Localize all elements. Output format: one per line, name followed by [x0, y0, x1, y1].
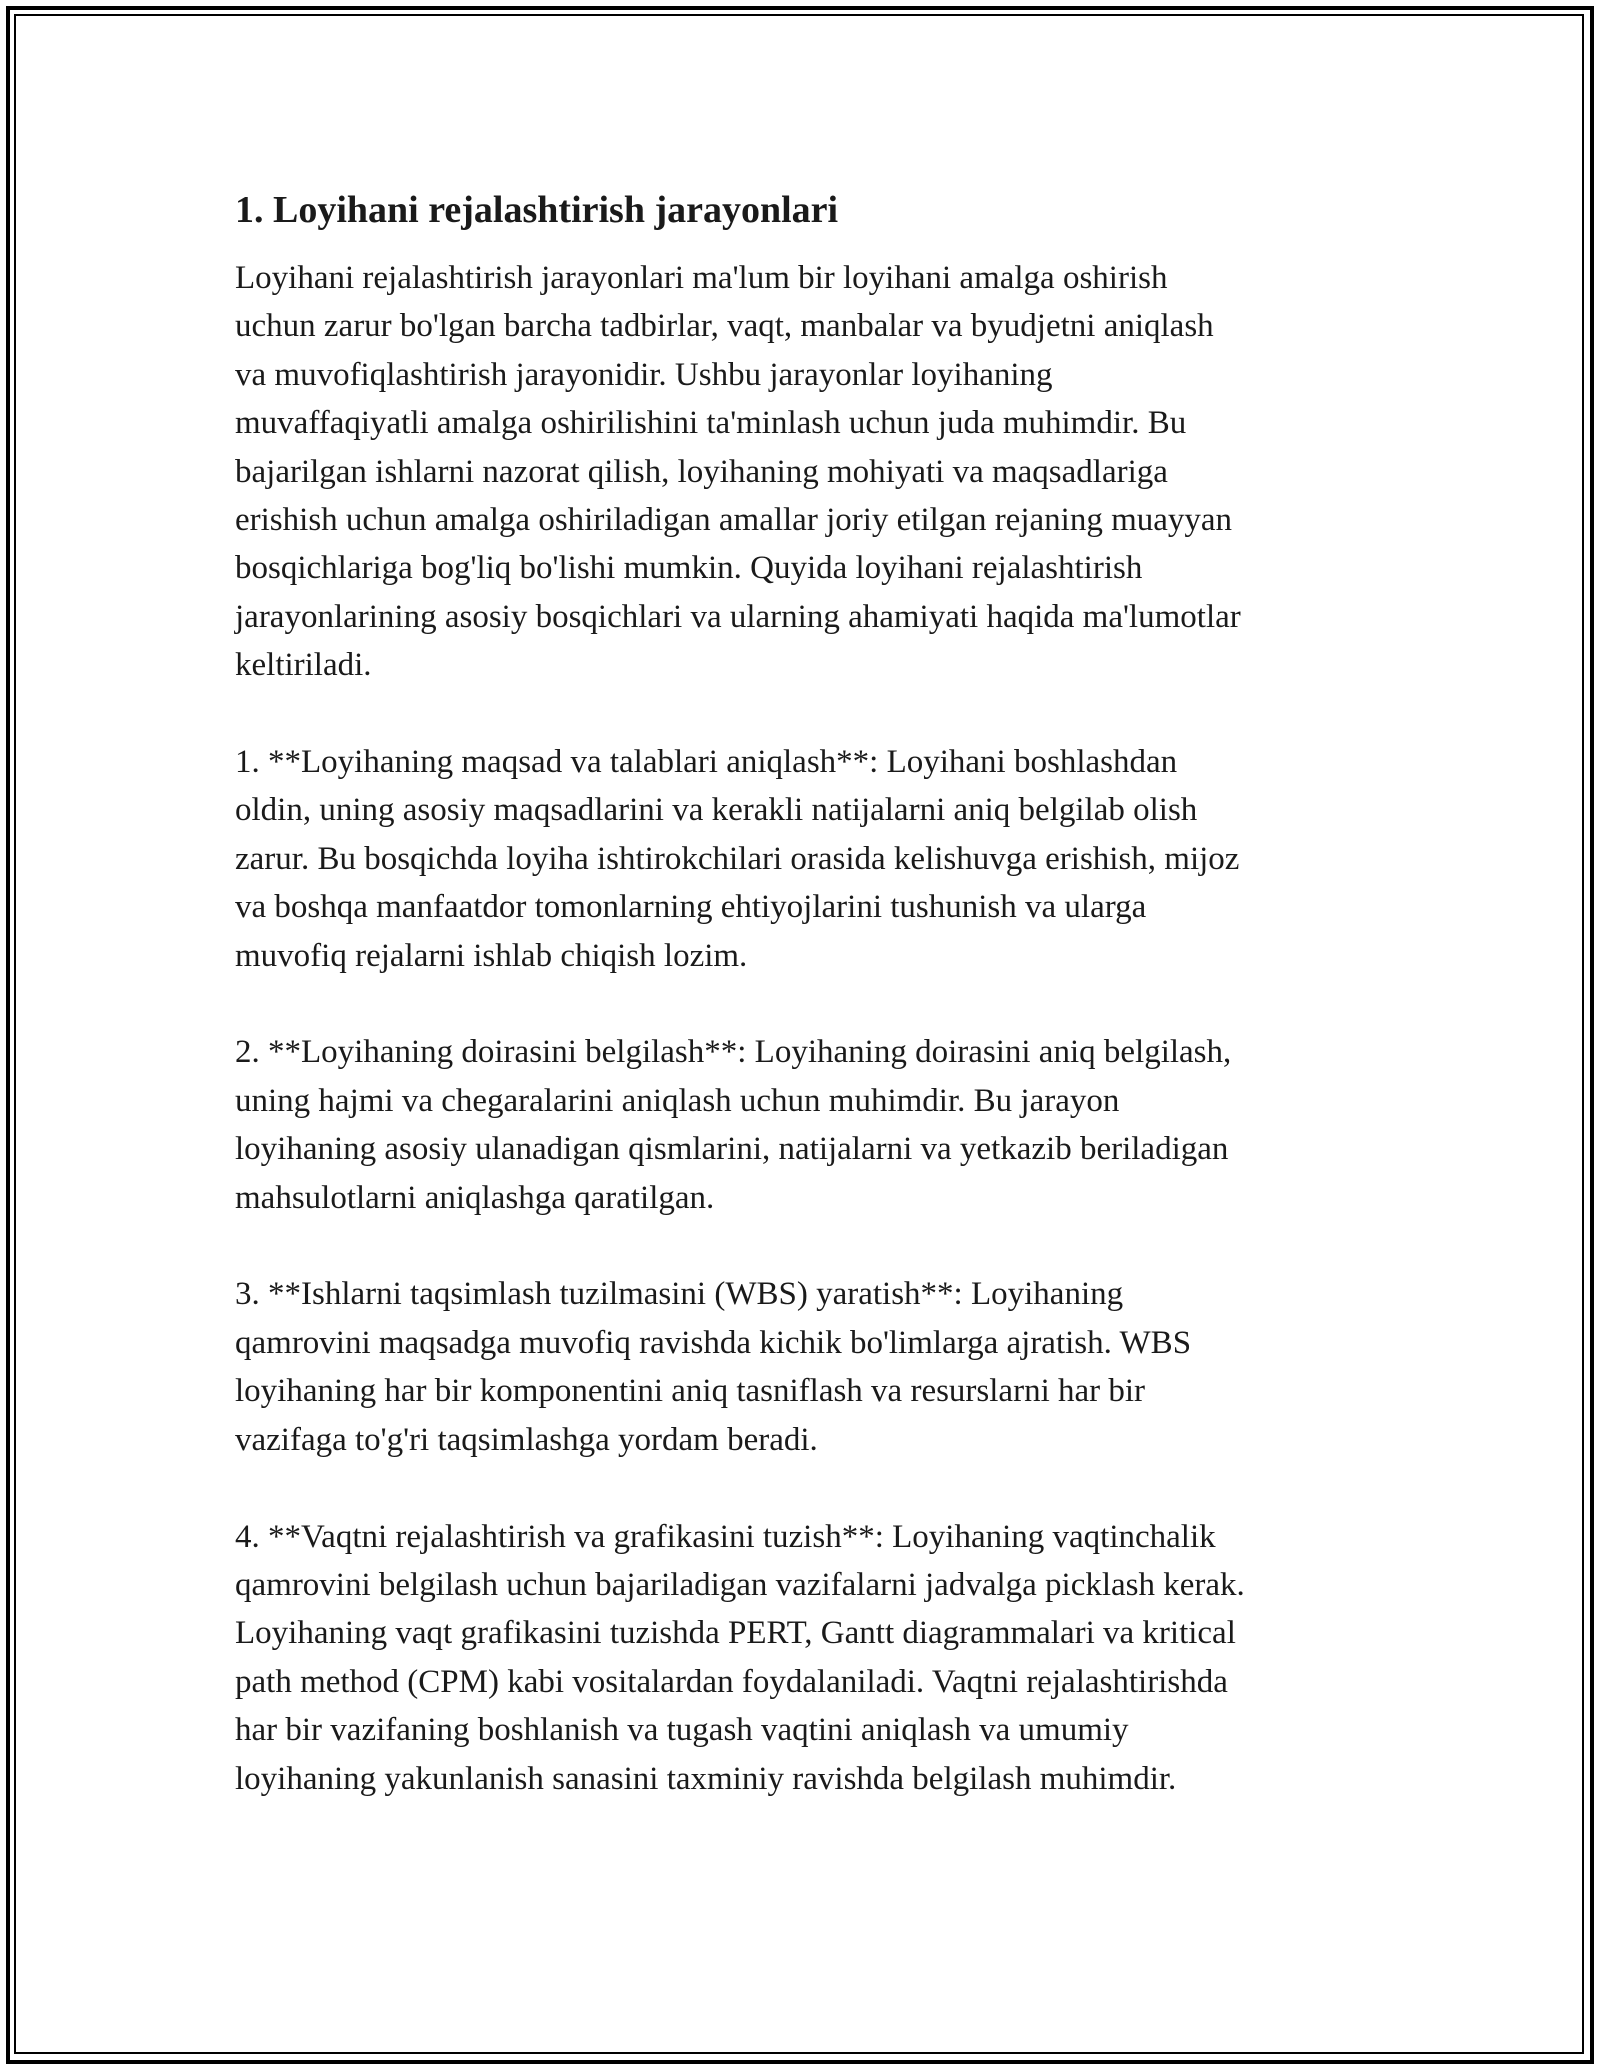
intro-paragraph: Loyihani rejalashtirish jarayonlari ma'lum bir loyihani amalga oshirish uchun zarur bo'lgan barcha tadbirlar, vaqt, manbalar va byudjetni aniqlash va muvofiqlashtirish jarayonidir. Ushbu jarayonlar loyihaning muvaffaqiyatli amalga oshirilishini ta'minlash uchun juda muhimdir. Bu bajarilgan ishlarni nazorat qilish, loyihaning mohiyati va maqsadlariga erishish uchun amalga oshiriladigan amallar joriy etilgan rejaning muayyan bosqichlariga bog'liq bo'lishi mumkin. Quyida loyihani rejalashtirish jarayonlarining asosiy bosqichlari va ularning ahamiyati haqida ma'lumotlar keltiriladi. — [235, 260, 1241, 684]
list-item-3-paragraph: 3. **Ishlarni taqsimlash tuzilmasini (WBS) yaratish**: Loyihaning qamrovini maqsadga muvofiq ravishda kichik bo'limlarga ajratish. WBS loyihaning har bir komponentini aniq tasniflash va resurslarni har bir vazifaga to'g'ri taqsimlashga yordam beradi. — [235, 1276, 1192, 1458]
section-heading: 1. Loyihani rejalashtirish jarayonlari — [235, 189, 839, 231]
list-item-2-paragraph: 2. **Loyihaning doirasini belgilash**: Loyihaning doirasini aniq belgilash, uning hajmi va chegaralarini aniqlash uchun muhimdir. Bu jarayon loyihaning asosiy ulanadigan qismlarini, natijalarni va yetkazib beriladigan mahsulotlarni aniqlashga qaratilgan. — [235, 1034, 1232, 1216]
document-body — [235, 186, 1370, 1851]
list-item-4-paragraph: 4. **Vaqtni rejalashtirish va grafikasini tuzish**: Loyihaning vaqtinchalik qamrovini belgilash uchun bajariladigan vazifalarni jadvalga picklash kerak. Loyihaning vaqt grafikasini tuzishda PERT, Gantt diagrammalari va kritical path method (CPM) kabi vositalardan foydalaniladi. Vaqtni rejalashtirishda har bir vazifaning boshlanish va tugash vaqtini aniqlash va umumiy loyihaning yakunlanish sanasini taxminiy ravishda belgilash muhimdir. — [235, 1518, 1245, 1797]
list-item-1-paragraph: 1. **Loyihaning maqsad va talablari aniqlash**: Loyihani boshlashdan oldin, uning asosiy maqsadlarini va kerakli natijalarni aniq belgilab olish zarur. Bu bosqichda loyiha ishtirokchilari orasida kelishuvga erishish, mijoz va boshqa manfaatdor tomonlarning ehtiyojlarini tushunish va ularga muvofiq rejalarni ishlab chiqish lozim. — [235, 744, 1240, 974]
